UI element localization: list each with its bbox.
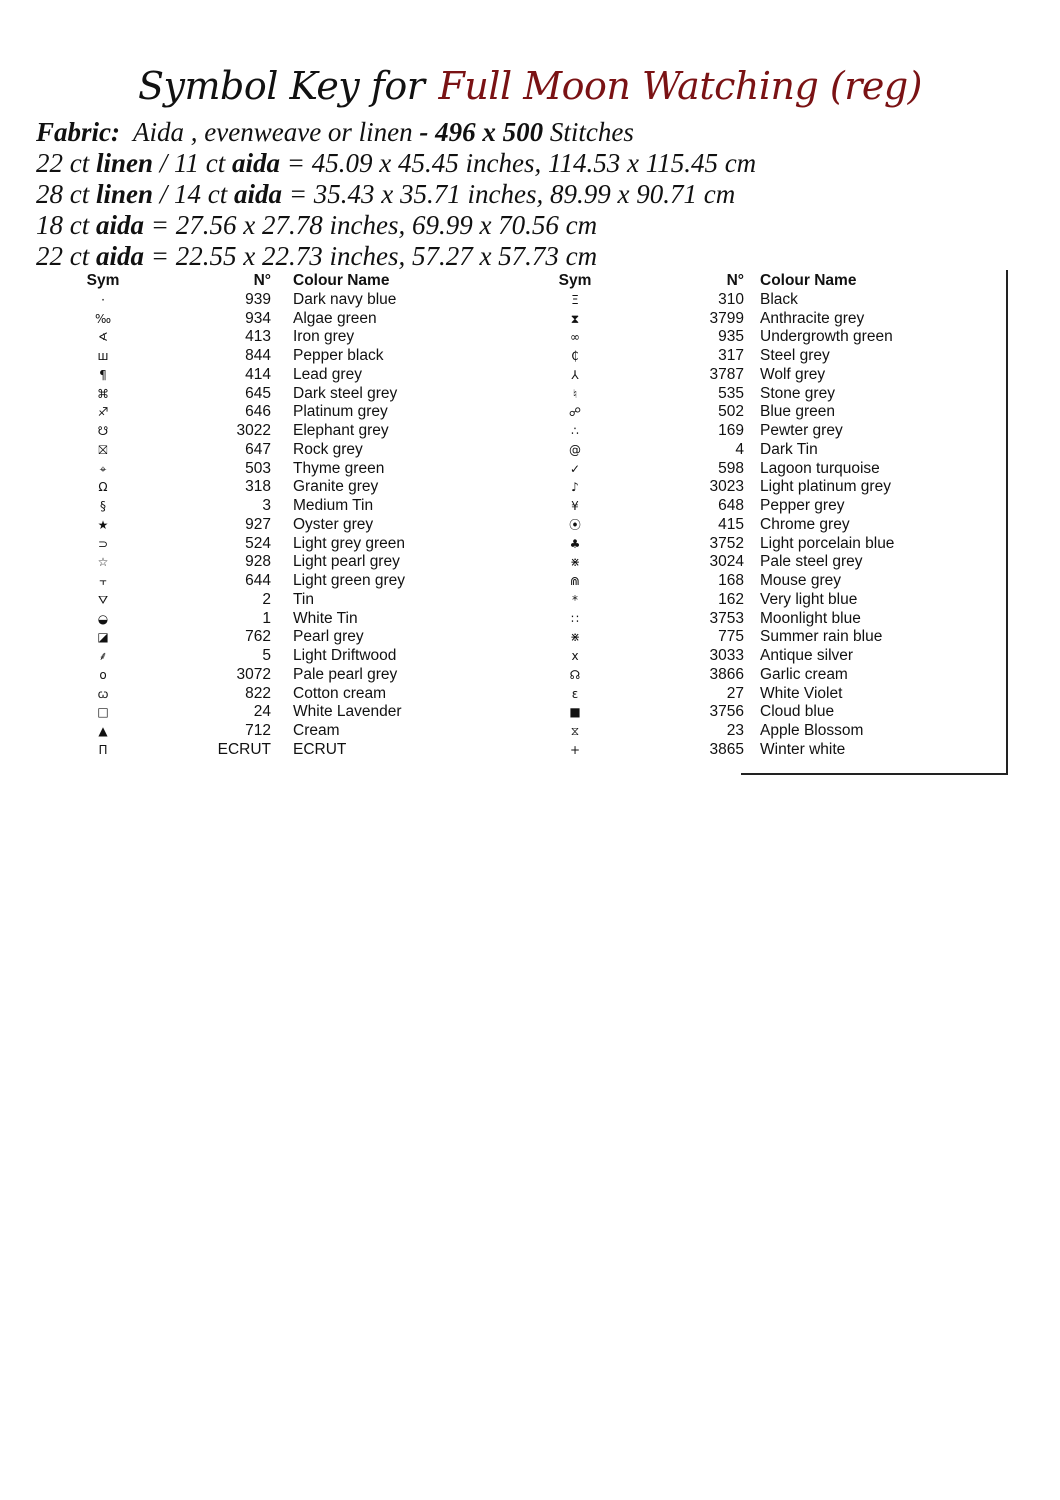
symbol-glyph-icon: ⛝ — [98, 442, 108, 457]
symbol-glyph-icon: ⸙ — [98, 649, 108, 663]
colour-name: Algae green — [293, 309, 377, 327]
dimensions: = 35.43 x 35.71 inches, 89.99 x 90.71 cm — [288, 179, 736, 209]
material: linen — [96, 148, 154, 178]
material: aida — [234, 179, 283, 209]
size-line — [36, 210, 1036, 241]
symbol-glyph-icon: Ξ — [571, 292, 579, 307]
colour-number: 844 — [245, 347, 271, 364]
colour-name: Apple Blossom — [760, 722, 864, 739]
colour-name: Dark steel grey — [293, 384, 398, 402]
fabric-label: Fabric: — [36, 117, 120, 147]
colour-number: 162 — [718, 590, 744, 608]
colour-number: 3033 — [709, 647, 744, 664]
dimensions: = 45.09 x 45.45 inches, 114.53 x 115.45 cm — [286, 148, 757, 178]
symbol-glyph-icon: ▲ — [98, 724, 108, 738]
dimensions: = 22.55 x 22.73 inches, 57.27 x 57.73 cm — [150, 241, 598, 271]
symbol-glyph-icon: ⧖ — [570, 724, 580, 738]
colour-number: 928 — [245, 553, 271, 571]
colour-name: Blue green — [760, 403, 835, 421]
colour-name: Stone grey — [760, 384, 835, 402]
stitch-count: 496 x 500 — [435, 117, 544, 147]
colour-name: Wolf grey — [760, 365, 826, 383]
colour-number: 3753 — [709, 609, 744, 627]
symbol-glyph-icon: ⧗ — [570, 311, 580, 326]
symbol-glyph-icon: ⛛ — [97, 592, 109, 607]
symbol-glyph-icon: Π — [98, 742, 108, 757]
colour-name: Rock grey — [293, 440, 363, 458]
pattern-name: Full Moon Watching (reg) — [438, 64, 923, 108]
fabric-line — [36, 117, 1036, 148]
colour-number: 3 — [262, 497, 271, 514]
colour-number: 647 — [245, 440, 271, 458]
colour-name: Light Driftwood — [293, 647, 397, 664]
count: 22 ct — [36, 241, 90, 271]
colour-number: 934 — [245, 309, 271, 327]
colour-number: 310 — [718, 290, 744, 308]
colour-number: 939 — [245, 290, 271, 308]
fabric-dash: - — [419, 117, 429, 147]
symbol-glyph-icon: ☊ — [569, 667, 581, 682]
colour-number: 822 — [245, 684, 271, 702]
colour-number: 3022 — [236, 422, 271, 439]
colour-number: 502 — [718, 403, 744, 421]
colour-number: 318 — [245, 478, 271, 496]
symbol-glyph-icon: ♣ — [569, 536, 581, 551]
colour-name: Light platinum grey — [760, 478, 891, 496]
colour-number: 712 — [245, 722, 271, 739]
symbol-glyph-icon: ⋇ — [569, 555, 581, 570]
colour-number: 935 — [718, 328, 744, 346]
symbol-glyph-icon: * — [572, 592, 578, 607]
colour-number: 5 — [262, 647, 271, 664]
colour-number: 3787 — [709, 365, 744, 383]
colour-name: Undergrowth green — [760, 328, 893, 346]
symbol-glyph-icon: ¶ — [99, 367, 107, 382]
material: aida — [96, 241, 145, 271]
colour-name: White Lavender — [293, 703, 402, 721]
colour-number: 169 — [718, 422, 744, 439]
colour-number: 3865 — [709, 740, 744, 758]
separator: / — [159, 148, 168, 178]
colour-number: 524 — [245, 534, 271, 552]
stitch-unit: Stitches — [549, 117, 634, 147]
colour-number: 1 — [262, 609, 271, 627]
colour-number: 3799 — [709, 309, 744, 327]
symbol-glyph-icon: ⦿ — [568, 517, 581, 532]
colour-number: 414 — [245, 365, 271, 383]
symbol-glyph-icon: § — [100, 499, 106, 513]
colour-number: 413 — [245, 328, 271, 346]
colour-number: 927 — [245, 515, 271, 533]
colour-name: Light pearl grey — [293, 553, 400, 571]
symbol-glyph-icon: ∞ — [570, 330, 580, 345]
colour-number: 2 — [262, 590, 271, 608]
symbol-glyph-icon: ⌘ — [97, 386, 109, 401]
colour-name: Steel grey — [760, 347, 830, 364]
symbol-glyph-icon: x — [571, 649, 579, 663]
table-bottom-border — [741, 773, 1008, 775]
symbol-glyph-icon: o — [99, 667, 107, 682]
colour-name: Pearl grey — [293, 628, 364, 646]
colour-name: Very light blue — [760, 590, 858, 608]
symbol-glyph-icon: Ω — [98, 480, 108, 495]
colour-number: 3752 — [709, 534, 744, 552]
colour-name: Dark navy blue — [293, 290, 397, 308]
colour-number: 4 — [735, 440, 744, 458]
colour-name: Pale pearl grey — [293, 665, 398, 683]
colour-name: Granite grey — [293, 478, 379, 496]
table-right-border — [1006, 270, 1008, 775]
colour-name: Cream — [293, 722, 340, 739]
symbol-glyph-icon: ⋒ — [569, 574, 581, 588]
size-line — [36, 148, 1036, 179]
colour-name: Light porcelain blue — [760, 534, 895, 552]
colour-name: Oyster grey — [293, 515, 374, 533]
colour-name: Platinum grey — [293, 403, 388, 421]
symbol-glyph-icon: ⊃ — [97, 536, 109, 551]
colour-name: Cloud blue — [760, 703, 835, 721]
colour-name: ECRUT — [293, 740, 347, 758]
symbol-glyph-icon: ♪ — [571, 480, 579, 495]
symbol-glyph-icon: ♐ — [97, 405, 109, 420]
count: 22 ct — [36, 148, 90, 178]
symbol-glyph-icon: ◪ — [97, 630, 109, 645]
colour-name: Pewter grey — [760, 422, 843, 439]
count: 11 ct — [174, 148, 226, 178]
colour-name: Iron grey — [293, 328, 355, 346]
symbol-glyph-icon: · — [101, 292, 105, 307]
colour-name: Dark Tin — [760, 440, 818, 458]
colour-name: Winter white — [760, 740, 846, 758]
page-title — [0, 58, 1060, 114]
colour-name: White Violet — [760, 684, 843, 702]
header-number: N° — [726, 272, 744, 289]
count: 14 ct — [174, 179, 228, 209]
header-sym: Sym — [86, 272, 120, 289]
symbol-glyph-icon: ☍ — [568, 405, 582, 420]
colour-number: 3072 — [236, 665, 271, 683]
colour-name: Pepper black — [293, 347, 384, 364]
colour-number: 535 — [718, 384, 744, 402]
symbol-glyph-icon: ∢ — [97, 330, 109, 345]
header-colour-name: Colour Name — [760, 272, 857, 289]
symbol-glyph-icon: ∷ — [571, 611, 579, 626]
symbol-glyph-icon: ₵ — [571, 349, 579, 363]
symbol-glyph-icon: ⌖ — [99, 461, 107, 476]
symbol-glyph-icon: ✓ — [569, 461, 581, 476]
colour-name: Pepper grey — [760, 497, 845, 514]
fabric-info — [36, 117, 1036, 272]
symbol-glyph-icon: ■ — [569, 705, 581, 720]
symbol-glyph-icon: ★ — [97, 517, 109, 532]
count: 28 ct — [36, 179, 90, 209]
colour-number: 3756 — [709, 703, 744, 721]
colour-name: Summer rain blue — [760, 628, 883, 646]
material: linen — [96, 179, 154, 209]
colour-name: Light green grey — [293, 572, 406, 589]
symbol-glyph-icon: @ — [569, 442, 581, 457]
symbol-glyph-icon: ⋇ — [569, 630, 581, 645]
symbol-glyph-icon: ꞷ — [97, 686, 109, 701]
material: aida — [232, 148, 281, 178]
colour-number: 3024 — [709, 553, 744, 571]
colour-number: 24 — [253, 703, 271, 721]
colour-name: Thyme green — [293, 459, 385, 477]
colour-name: Antique silver — [760, 647, 854, 664]
material: aida — [96, 210, 145, 240]
symbol-glyph-icon: + — [569, 742, 581, 757]
symbol-glyph-icon: ɛ — [571, 686, 579, 701]
colour-number: 23 — [726, 722, 744, 739]
symbol-glyph-icon: ◒ — [97, 611, 109, 626]
colour-name: Elephant grey — [293, 422, 389, 439]
header-number: N° — [253, 272, 271, 289]
count: 18 ct — [36, 210, 90, 240]
colour-number: 3023 — [709, 478, 744, 496]
colour-number: 598 — [718, 459, 744, 477]
colour-name: Anthracite grey — [760, 309, 865, 327]
symbol-glyph-icon: ♮ — [572, 386, 578, 401]
colour-name: Garlic cream — [760, 665, 848, 683]
colour-name: Pale steel grey — [760, 553, 863, 571]
colour-number: 503 — [245, 459, 271, 477]
symbol-glyph-icon: ∴ — [571, 424, 579, 438]
symbol-glyph-icon: ⅄ — [571, 367, 579, 382]
colour-name: Lead grey — [293, 365, 362, 383]
symbol-glyph-icon: ‰ — [94, 311, 112, 326]
dimensions: = 27.56 x 27.78 inches, 69.99 x 70.56 cm — [150, 210, 598, 240]
colour-number: 775 — [718, 628, 744, 646]
colour-number: ECRUT — [217, 740, 271, 758]
symbol-glyph-icon: ¥ — [571, 499, 579, 513]
colour-name: Tin — [293, 590, 314, 608]
colour-number: 27 — [726, 684, 744, 702]
colour-name: Black — [760, 290, 798, 308]
colour-number: 762 — [245, 628, 271, 646]
colour-name: Moonlight blue — [760, 609, 861, 627]
colour-number: 3866 — [709, 665, 744, 683]
header-colour-name: Colour Name — [293, 272, 390, 289]
symbol-glyph-icon: □ — [97, 705, 109, 720]
header-sym: Sym — [558, 272, 592, 289]
colour-number: 645 — [245, 384, 271, 402]
colour-number: 168 — [718, 572, 744, 589]
size-line — [36, 241, 1036, 272]
size-line — [36, 179, 1036, 210]
colour-number: 317 — [718, 347, 744, 364]
colour-name: Chrome grey — [760, 515, 850, 533]
colour-name: Medium Tin — [293, 497, 374, 514]
colour-name: Cotton cream — [293, 684, 387, 702]
colour-name: Mouse grey — [760, 572, 841, 589]
title-prefix: Symbol Key for — [137, 64, 425, 108]
colour-number: 644 — [245, 572, 271, 589]
colour-name: Light grey green — [293, 534, 406, 552]
symbol-glyph-icon: ш — [97, 349, 109, 363]
separator: / — [159, 179, 168, 209]
symbol-glyph-icon: ⫟ — [99, 574, 107, 588]
fabric-types: Aida , evenweave or linen — [133, 117, 413, 147]
colour-number: 415 — [718, 515, 744, 533]
symbol-glyph-icon: ☋ — [97, 424, 109, 438]
colour-name: White Tin — [293, 609, 358, 627]
colour-name: Lagoon turquoise — [760, 459, 880, 477]
symbol-glyph-icon: ☆ — [97, 555, 109, 570]
colour-number: 646 — [245, 403, 271, 421]
colour-number: 648 — [718, 497, 744, 514]
